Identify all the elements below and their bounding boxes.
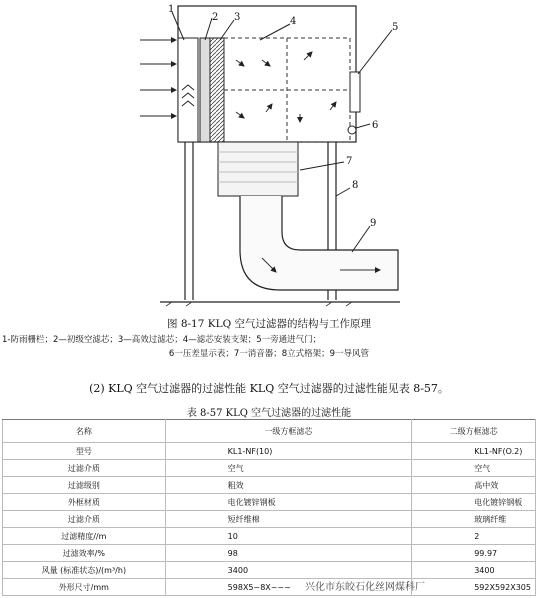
inlet-arrows — [140, 40, 176, 116]
row-label: 外框材质 — [3, 494, 166, 511]
silencer — [218, 142, 298, 196]
table-row — [3, 562, 536, 579]
label-4: 4 — [290, 16, 297, 27]
row-value: 玻璃纤维 — [412, 511, 536, 528]
row-label: 型号 — [3, 443, 166, 460]
table-caption: 表 8-57 KLQ 空气过滤器的过滤性能 — [186, 408, 352, 419]
label-6: 6 — [372, 120, 379, 131]
hepa-filter — [210, 38, 224, 142]
rain-louver — [178, 38, 198, 142]
performance-table — [2, 419, 536, 596]
table-row — [3, 460, 536, 477]
row-value: KL1-NF(10) — [165, 443, 412, 460]
primary-filter — [200, 38, 210, 142]
header-stage-2: 二级方框滤芯 — [412, 420, 536, 443]
row-value: 电化镀锌钢板 — [412, 494, 536, 511]
bypass-door — [350, 72, 360, 112]
row-value: 592X592X305 — [412, 579, 536, 596]
table-row — [3, 443, 536, 460]
row-value: KL1-NF(O.2) — [412, 443, 536, 460]
label-5: 5 — [392, 22, 399, 33]
row-value: 10 — [165, 528, 412, 545]
pressure-gauge — [348, 126, 356, 134]
row-value: 99.97 — [412, 545, 536, 562]
label-2: 2 — [212, 12, 219, 23]
watermark: 兴化市东皎石化丝网煤科厂 — [305, 582, 425, 593]
row-value: 3400 — [165, 562, 412, 579]
label-3: 3 — [234, 12, 241, 23]
figure-legend-line-1: 1-防雨栅栏；2—初级空滤芯；3—高效过滤芯；4—滤芯安装支架；5一旁通进气门； — [2, 335, 322, 345]
label-7: 7 — [346, 156, 353, 167]
figure-legend-line-2: 6一压差显示表；7一消音器；8立式格架；9一导风管 — [168, 349, 370, 359]
row-label: 过滤效率/% — [3, 545, 166, 562]
label-8: 8 — [352, 180, 359, 191]
row-value: 3400 — [412, 562, 536, 579]
air-duct — [240, 196, 398, 290]
row-label: 过滤精度//m — [3, 528, 166, 545]
row-label: 外形尺寸/mm — [3, 579, 166, 596]
row-label: 风量 (标准状态)/(m³/h) — [3, 562, 166, 579]
label-9: 9 — [370, 218, 377, 229]
table-row — [3, 494, 536, 511]
figure-caption: 图 8-17 KLQ 空气过滤器的结构与工作原理 — [166, 318, 372, 330]
row-value: 粗效 — [165, 477, 412, 494]
table-row — [3, 528, 536, 545]
row-label: 过滤介质 — [3, 511, 166, 528]
filter-frame — [224, 38, 350, 142]
row-label: 过滤介质 — [3, 460, 166, 477]
row-label: 过滤级别 — [3, 477, 166, 494]
row-value: 98 — [165, 545, 412, 562]
table-row — [3, 477, 536, 494]
header-name: 名称 — [3, 420, 166, 443]
label-1: 1 — [168, 4, 175, 15]
row-value: 2 — [412, 528, 536, 545]
row-value: 高中效 — [412, 477, 536, 494]
row-value: 短纤维棉 — [165, 511, 412, 528]
header-stage-1: 一级方框滤芯 — [165, 420, 412, 443]
row-value: 电化镀锌钢板 — [165, 494, 412, 511]
table-row — [3, 579, 536, 596]
table-row — [3, 511, 536, 528]
table-row — [3, 545, 536, 562]
table-header-row — [3, 420, 536, 443]
row-value: 空气 — [165, 460, 412, 477]
row-value: 空气 — [412, 460, 536, 477]
row-value: 598X5~8X~~~ — [165, 579, 412, 596]
body-paragraph: (2) KLQ 空气过滤器的过滤性能 KLQ 空气过滤器的过滤性能见表 8-57。 — [89, 382, 449, 395]
